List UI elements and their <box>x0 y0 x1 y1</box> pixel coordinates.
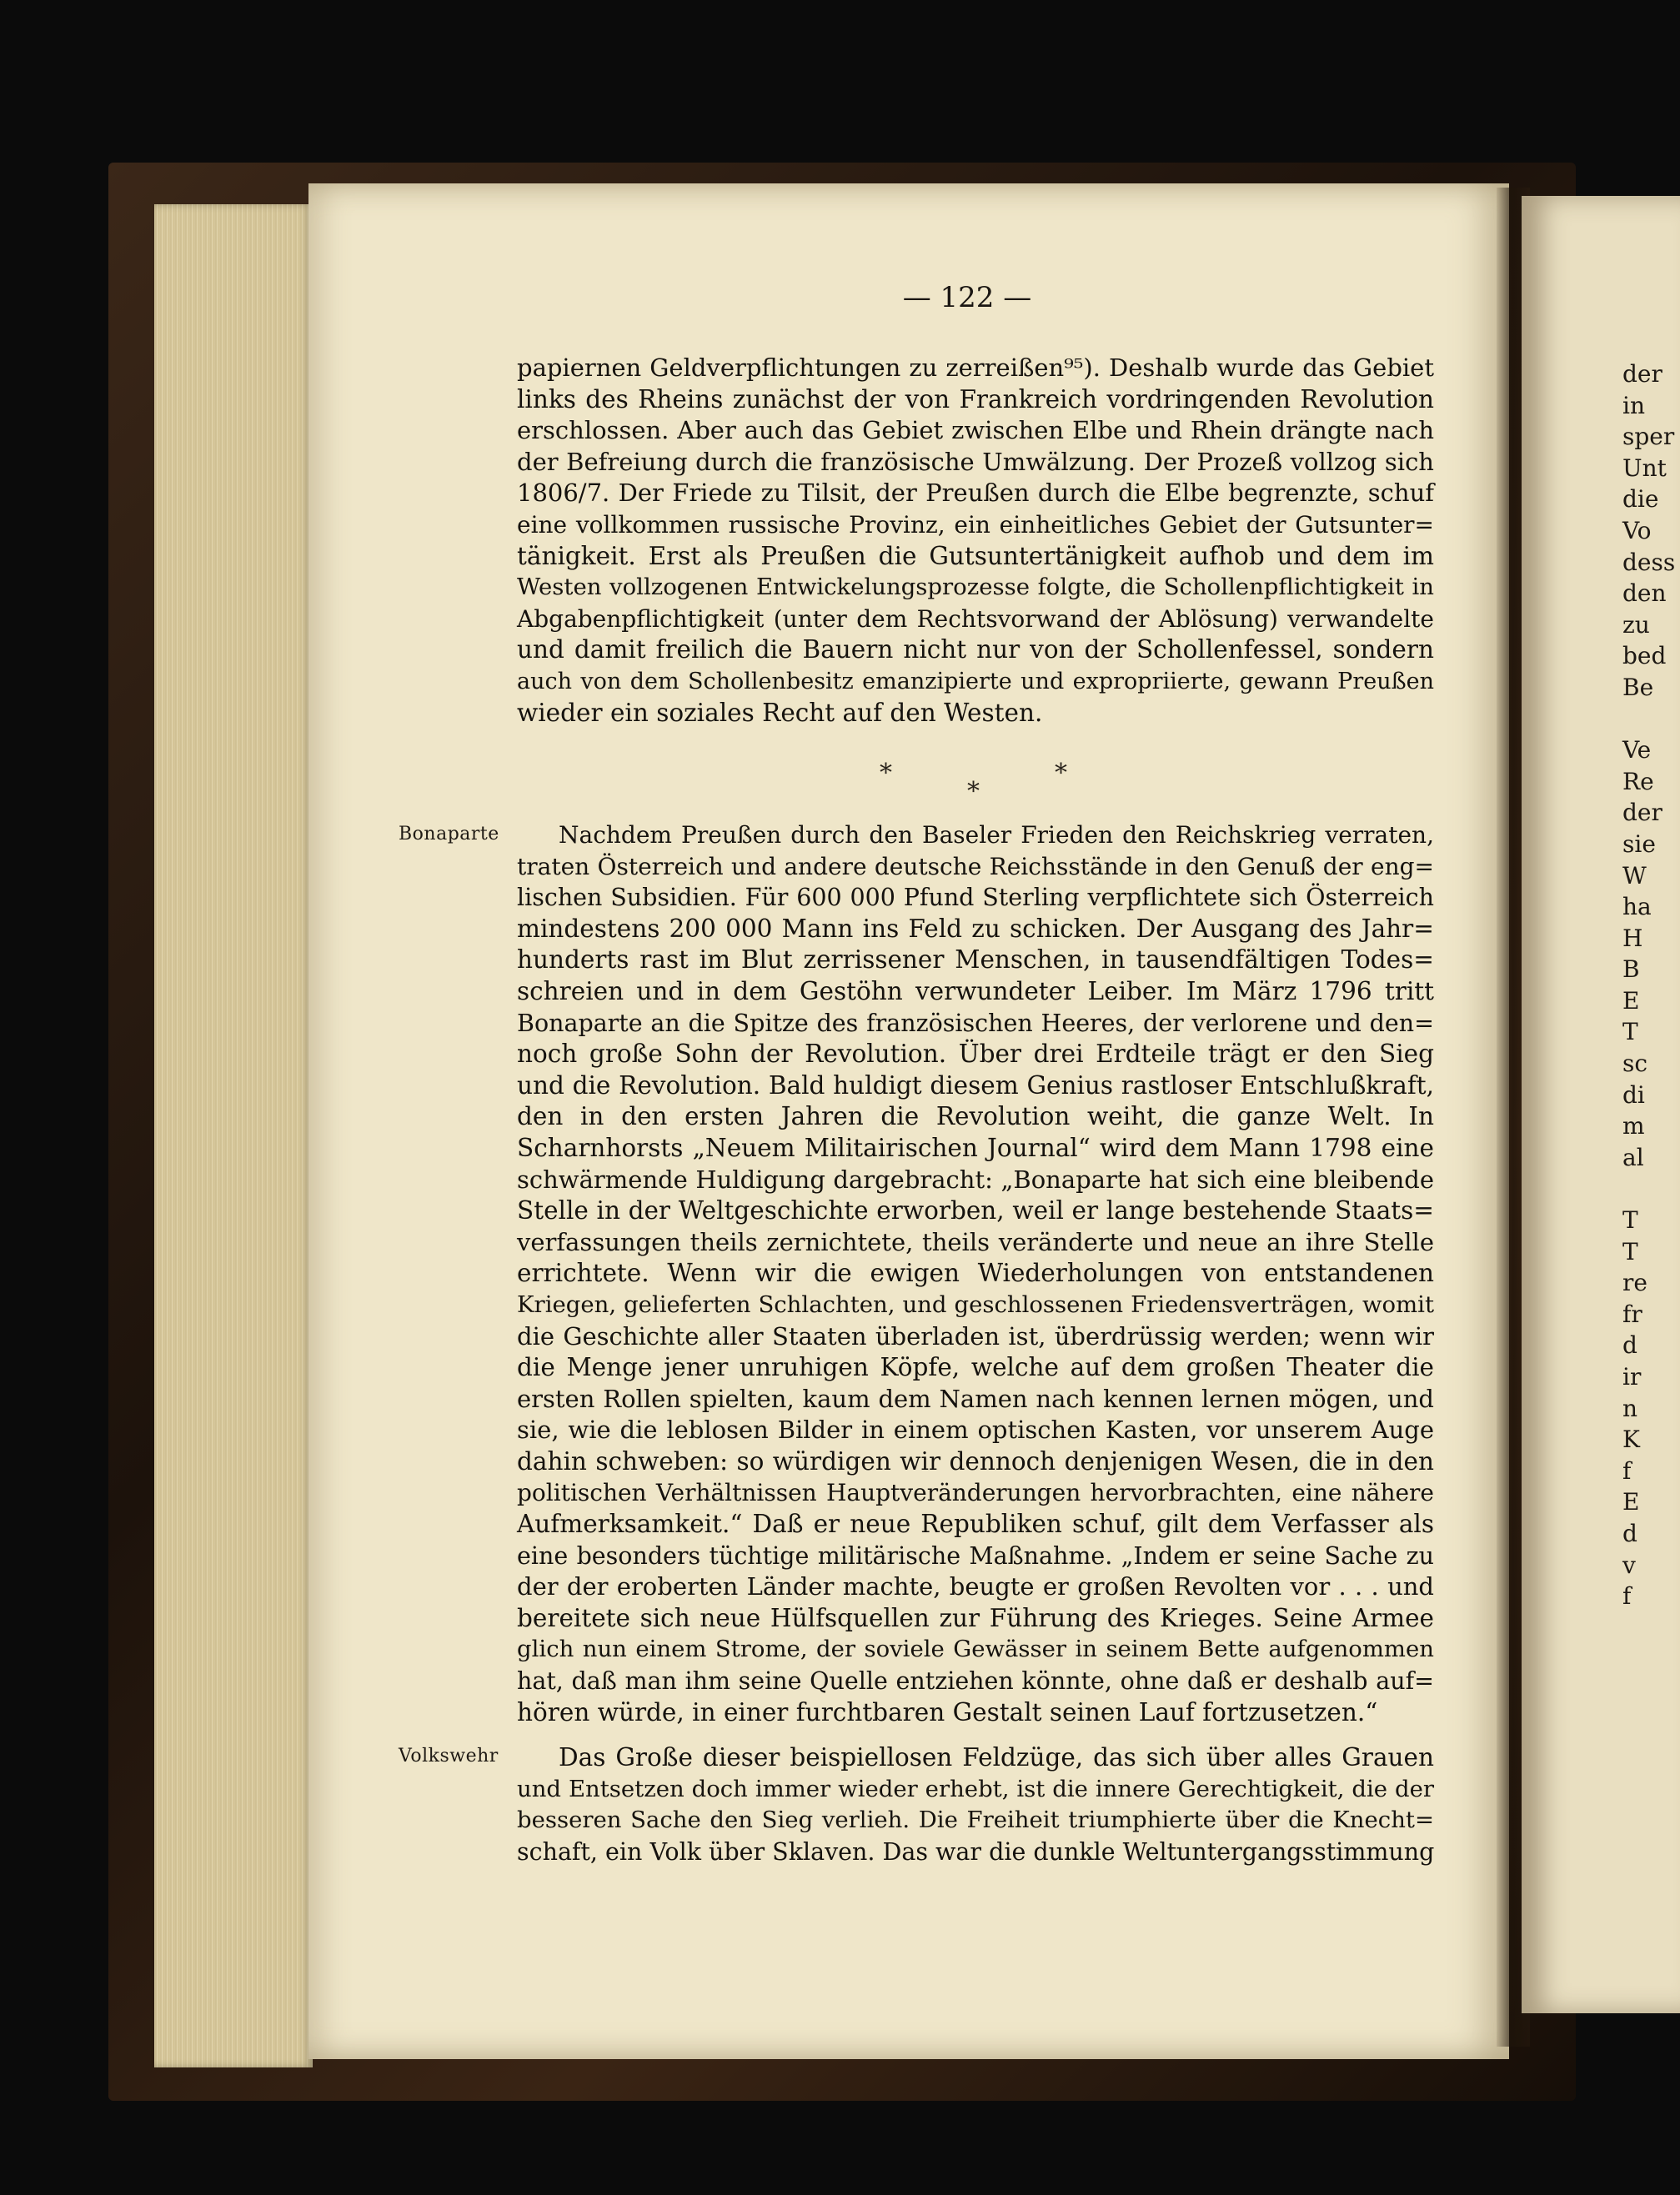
facing-line-fragment: Be <box>1622 673 1654 701</box>
text-line: den in den ersten Jahren die Revolution weiht, die ganze Welt. In <box>517 1102 1434 1131</box>
text-line: die Geschichte aller Staaten überladen ist, überdrüssig werden; wenn wir <box>517 1321 1434 1351</box>
text-line: links des Rheins zunächst der von Frankreich vordringenden Revolution <box>517 384 1434 413</box>
facing-line-fragment: der <box>1622 799 1662 827</box>
section-separator <box>867 759 1092 806</box>
text-line: verfassungen theils zernichtete, theils veränderte und neue an ihre Stelle <box>517 1227 1434 1256</box>
margin-note-bonaparte: Bonaparte <box>399 824 499 844</box>
paragraph-peace-of-tilsit <box>517 353 1434 729</box>
facing-line-fragment: dess <box>1622 548 1676 576</box>
facing-line-fragment: ir <box>1622 1363 1642 1391</box>
text-line: errichtete. Wenn wir die ewigen Wiederholungen von entstandenen <box>517 1259 1434 1288</box>
facing-line-fragment: f <box>1622 1582 1632 1611</box>
facing-line-fragment: sper <box>1622 423 1675 451</box>
facing-line-fragment: d <box>1622 1331 1637 1360</box>
text-line: glich nun einem Strome, der soviele Gewässer in seinem Bette aufgenommen <box>517 1636 1434 1663</box>
text-line: mindestens 200 000 Mann ins Feld zu schicken. Der Ausgang des Jahr= <box>517 914 1434 943</box>
text-line: Bonaparte an die Spitze des französischen Heeres, der verlorene und den= <box>517 1009 1434 1037</box>
facing-line-fragment: sie <box>1622 829 1656 858</box>
facing-line-fragment: in <box>1622 391 1645 419</box>
text-line: erschlossen. Aber auch das Gebiet zwischen Elbe und Rhein drängte nach <box>517 416 1434 445</box>
text-line: und Entsetzen doch immer wieder erhebt, ist die innere Gerechtigkeit, die der <box>517 1775 1434 1802</box>
facing-line-fragment: Ve <box>1622 736 1652 764</box>
facing-line-fragment: E <box>1622 1488 1640 1516</box>
text-line: bereitete sich neue Hülfsquellen zur Führung des Krieges. Seine Armee <box>517 1603 1434 1632</box>
facing-line-fragment: den <box>1622 579 1667 608</box>
text-line: Nachdem Preußen durch den Baseler Frieden den Reichskrieg verraten, <box>559 821 1434 849</box>
facing-line-fragment: T <box>1622 1237 1638 1265</box>
facing-line-fragment: bed <box>1622 642 1667 670</box>
text-line: noch große Sohn der Revolution. Über drei Erdteile trägt er den Sieg <box>517 1040 1434 1069</box>
text-line: eine vollkommen russische Provinz, ein einheitliches Gebiet der Gutsunter= <box>517 510 1434 539</box>
text-line: Kriegen, gelieferten Schlachten, und geschlossenen Friedensverträgen, womit <box>517 1290 1434 1318</box>
text-line: die Menge jener unruhigen Köpfe, welche auf dem großen Theater die <box>517 1353 1434 1382</box>
text-line: und die Revolution. Bald huldigt diesem Genius rastloser Entschlußkraft, <box>517 1070 1434 1100</box>
facing-line-fragment: W <box>1622 861 1647 890</box>
facing-line-fragment: ha <box>1622 893 1652 921</box>
text-line: Westen vollzogenen Entwickelungsprozesse folgte, die Schollenpflichtigkeit in <box>517 574 1434 601</box>
facing-line-fragment: Unt <box>1622 454 1667 482</box>
text-line: auch von dem Schollenbesitz emanzipierte und expropriierte, gewann Preußen <box>517 668 1434 694</box>
text-line: lischen Subsidien. Für 600 000 Pfund Sterling verpflichtete sich Österreich <box>517 884 1434 912</box>
text-line: schreien und in dem Gestöhn verwundeter Leiber. Im März 1796 tritt <box>517 976 1434 1005</box>
facing-line-fragment <box>1622 1173 1672 1205</box>
text-line: hören würde, in einer furchtbaren Gestalt seinen Lauf fortzusetzen.“ <box>517 1697 1378 1726</box>
text-line: besseren Sache den Sieg verlieh. Die Freiheit triumphierte über die Knecht= <box>517 1807 1434 1834</box>
text-line: Aufmerksamkeit.“ Daß er neue Republiken schuf, gilt dem Verfasser als <box>517 1510 1434 1539</box>
text-line: wieder ein soziales Recht auf den Westen. <box>517 698 1043 727</box>
facing-line-fragment: zu <box>1622 610 1650 639</box>
text-line: schaft, ein Volk über Sklaven. Das war die dunkle Weltuntergangsstimmung <box>517 1837 1435 1866</box>
text-line: tänigkeit. Erst als Preußen die Gutsuntertänigkeit aufhob und dem im <box>517 541 1434 570</box>
text-line: Stelle in der Weltgeschichte erworben, weil er lange bestehende Staats= <box>517 1196 1434 1225</box>
text-line: eine besonders tüchtige militärische Maßnahme. „Indem er seine Sache zu <box>517 1541 1434 1570</box>
facing-line-fragment: fr <box>1622 1300 1642 1328</box>
page-edges <box>154 204 313 2067</box>
text-line: der Befreiung durch die französische Umwälzung. Der Prozeß vollzog sich <box>517 447 1434 476</box>
facing-line-fragment: m <box>1622 1112 1645 1140</box>
asterisk: * <box>967 777 980 806</box>
text-line: politischen Verhältnissen Hauptveränderungen hervorbrachten, eine nähere <box>517 1479 1434 1507</box>
asterisk: * <box>1055 759 1067 788</box>
text-line: der der eroberten Länder machte, beugte er großen Revolten vor . . . und <box>517 1572 1434 1601</box>
paragraph-volkswehr <box>517 1742 1434 1867</box>
facing-line-fragment: Re <box>1622 767 1654 795</box>
page-number: — 122 — <box>902 281 1032 314</box>
text-line: papiernen Geldverpflichtungen zu zerreißen⁹⁵). Deshalb wurde das Gebiet <box>517 353 1434 382</box>
text-line: Scharnhorsts „Neuem Militairischen Journal“ wird dem Mann 1798 eine <box>517 1133 1434 1162</box>
facing-line-fragment: B <box>1622 955 1640 984</box>
facing-line-fragment: f <box>1622 1456 1632 1485</box>
text-line: 1806/7. Der Friede zu Tilsit, der Preußen durch die Elbe begrenzte, schuf <box>517 479 1434 508</box>
text-line: hat, daß man ihm seine Quelle entziehen könnte, ohne daß er deshalb auf= <box>517 1667 1434 1696</box>
facing-page-text <box>1622 358 1676 1612</box>
facing-line-fragment: H <box>1622 924 1643 952</box>
text-line: sie, wie die leblosen Bilder in einem optischen Kasten, vor unserem Auge <box>517 1416 1434 1445</box>
facing-line-fragment: die <box>1622 485 1659 514</box>
text-line: Das Große dieser beispiellosen Feldzüge, das sich über alles Grauen <box>559 1743 1434 1772</box>
facing-line-fragment <box>1622 704 1672 735</box>
facing-line-fragment: T <box>1622 1018 1638 1046</box>
text-line: und damit freilich die Bauern nicht nur von der Schollenfessel, sondern <box>517 635 1434 664</box>
facing-line-fragment: re <box>1622 1269 1647 1297</box>
text-line: ersten Rollen spielten, kaum dem Namen nach kennen lernen mögen, und <box>517 1384 1434 1413</box>
facing-line-fragment: n <box>1622 1394 1638 1422</box>
facing-line-fragment: Vo <box>1622 516 1652 544</box>
paragraph-bonaparte <box>517 819 1434 1728</box>
facing-line-fragment: v <box>1622 1551 1636 1579</box>
facing-line-fragment: T <box>1622 1206 1638 1235</box>
facing-line-fragment: di <box>1622 1080 1645 1109</box>
facing-line-fragment: K <box>1622 1426 1640 1454</box>
text-line: dahin schweben: so würdigen wir dennoch denjenigen Wesen, die in den <box>517 1446 1434 1476</box>
asterisk: * <box>880 759 892 788</box>
margin-note-volkswehr: Volkswehr <box>399 1746 499 1767</box>
facing-line-fragment: al <box>1622 1143 1644 1171</box>
facing-line-fragment: d <box>1622 1519 1637 1547</box>
text-line: schwärmende Huldigung dargebracht: „Bonaparte hat sich eine bleibende <box>517 1165 1434 1194</box>
facing-line-fragment: E <box>1622 986 1640 1015</box>
text-line: hunderts rast im Blut zerrissener Menschen, in tausendfältigen Todes= <box>517 945 1434 975</box>
facing-line-fragment: sc <box>1622 1050 1648 1078</box>
facing-line-fragment: der <box>1622 360 1662 388</box>
text-line: Abgabenpflichtigkeit (unter dem Rechtsvorwand der Ablösung) verwandelte <box>517 604 1434 633</box>
text-line: traten Österreich und andere deutsche Reichsstände in den Genuß der eng= <box>517 852 1434 880</box>
